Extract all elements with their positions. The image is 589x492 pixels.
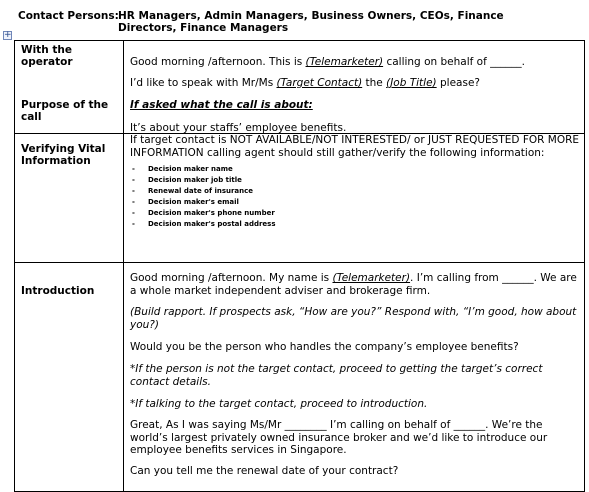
purpose-asked: If asked what the call is about: [130,99,313,111]
table-row-verify [15,134,585,263]
intro-p1-a: Good morning /afternoon. My name is [130,272,333,284]
operator-line-2-a: I’d like to speak with Mr/Ms [130,77,277,89]
telemarketer-placeholder: (Telemarketer) [305,56,384,68]
list-item: - Decision maker's email [132,197,584,208]
purpose-answer: It’s about your staffs’ employee benefits. [130,122,347,134]
intro-paragraph-2: (Build rapport. If prospects ask, “How are you?” Respond with, “I’m good, how about you?) [130,306,577,331]
list-item: - Decision maker job title [132,175,584,186]
verify-list [132,164,584,230]
operator-line-1-c: calling on behalf of ______. [383,56,525,68]
purpose-heading: Purpose of the call [21,99,109,123]
move-handle-icon[interactable]: + [4,30,12,40]
table-row-operator [15,41,585,134]
list-item: - Renewal date of insurance [132,186,584,197]
telemarketer-placeholder: (Telemarketer) [332,272,411,284]
table-row-introduction [15,263,585,492]
verify-heading: Verifying Vital Information [21,143,106,167]
intro-p1-c: . I’m calling from ______. We are a whole market independent adviser and brokerage firm. [130,272,577,297]
intro-paragraph-5: *If talking to the target contact, proceed to introduction. [130,398,428,410]
intro-paragraph-6: Great, As I was saying Ms/Mr ________ I’m calling on behalf of ______. We’re the world’s largest privately owned insurance broker and we’d like to introduce our employee benefits services in Singapore. [130,419,548,456]
operator-line-2-c: the [362,77,387,89]
intro-paragraph-1 [130,272,582,297]
contact-persons-value: HR Managers, Admin Managers, Business Owners, CEOs, Finance Directors, Finance Managers [118,10,504,34]
intro-paragraph-7: Can you tell me the renewal date of your contract? [130,465,399,477]
operator-line-1-a: Good morning /afternoon. This is [130,56,306,68]
list-item: - Decision maker's phone number [132,208,584,219]
intro-paragraph-4: *If the person is not the target contact, proceed to getting the target’s correct contact details. [130,363,543,388]
job-title-placeholder: (Job Title) [386,77,437,89]
introduction-heading: Introduction [21,285,95,297]
contact-persons-label: Contact Persons: [18,10,119,22]
list-item: - Decision maker name [132,164,584,175]
target-contact-placeholder: (Target Contact) [276,77,363,89]
operator-line-2-e: please? [436,77,480,89]
list-item: - Decision maker's postal address [132,219,584,230]
call-script-table [14,40,585,492]
operator-line-2 [130,77,582,90]
operator-heading: With the operator [21,44,73,68]
intro-paragraph-3: Would you be the person who handles the company’s employee benefits? [130,341,519,353]
verify-intro: If target contact is NOT AVAILABLE/NOT INTERESTED/ or JUST REQUESTED FOR MORE INFORMATION calling agent should still gather/verify the following information: [130,134,580,159]
operator-line-1 [130,56,582,69]
